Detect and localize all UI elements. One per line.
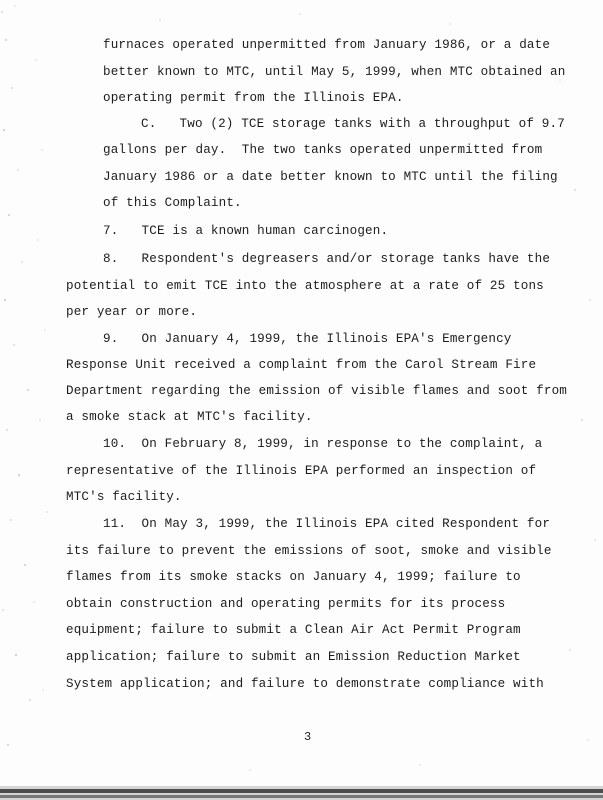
- text-line: representative of the Illinois EPA performed an inspection of: [66, 464, 537, 478]
- text-line: Response Unit received a complaint from the Carol Stream Fire: [66, 358, 537, 372]
- text-line: 7. TCE is a known human carcinogen.: [103, 224, 389, 238]
- text-line: gallons per day. The two tanks operated unpermitted from: [103, 143, 543, 157]
- text-line: 8. Respondent's degreasers and/or storage tanks have the: [103, 252, 551, 266]
- text-line: C. Two (2) TCE storage tanks with a throughput of 9.7: [141, 117, 565, 131]
- text-line: MTC's facility.: [66, 490, 182, 504]
- text-line: application; failure to submit an Emission Reduction Market: [66, 650, 521, 664]
- text-line: operating permit from the Illinois EPA.: [103, 91, 404, 105]
- text-line: 9. On January 4, 1999, the Illinois EPA's Emergency: [103, 332, 512, 346]
- text-line: equipment; failure to submit a Clean Air Act Permit Program: [66, 623, 521, 637]
- text-line: System application; and failure to demonstrate compliance with: [66, 677, 544, 691]
- text-line: 10. On February 8, 1999, in response to the complaint, a: [103, 437, 543, 451]
- text-line: its failure to prevent the emissions of soot, smoke and visible: [66, 544, 552, 558]
- text-line: furnaces operated unpermitted from January 1986, or a date: [103, 38, 551, 52]
- scan-edge-band: [0, 786, 603, 800]
- text-line: of this Complaint.: [103, 196, 242, 210]
- text-line: a smoke stack at MTC's facility.: [66, 410, 313, 424]
- text-line: 11. On May 3, 1999, the Illinois EPA cited Respondent for: [103, 517, 551, 531]
- text-line: per year or more.: [66, 305, 198, 319]
- text-line: obtain construction and operating permits for its process: [66, 597, 506, 611]
- text-line: Department regarding the emission of visible flames and soot from: [66, 384, 567, 398]
- page-number: 3: [304, 730, 312, 744]
- text-line: January 1986 or a date better known to MTC until the filing: [103, 170, 558, 184]
- text-line: flames from its smoke stacks on January 4, 1999; failure to: [66, 570, 521, 584]
- text-line: potential to emit TCE into the atmosphere at a rate of 25 tons: [66, 279, 544, 293]
- text-line: better known to MTC, until May 5, 1999, when MTC obtained an: [103, 65, 566, 79]
